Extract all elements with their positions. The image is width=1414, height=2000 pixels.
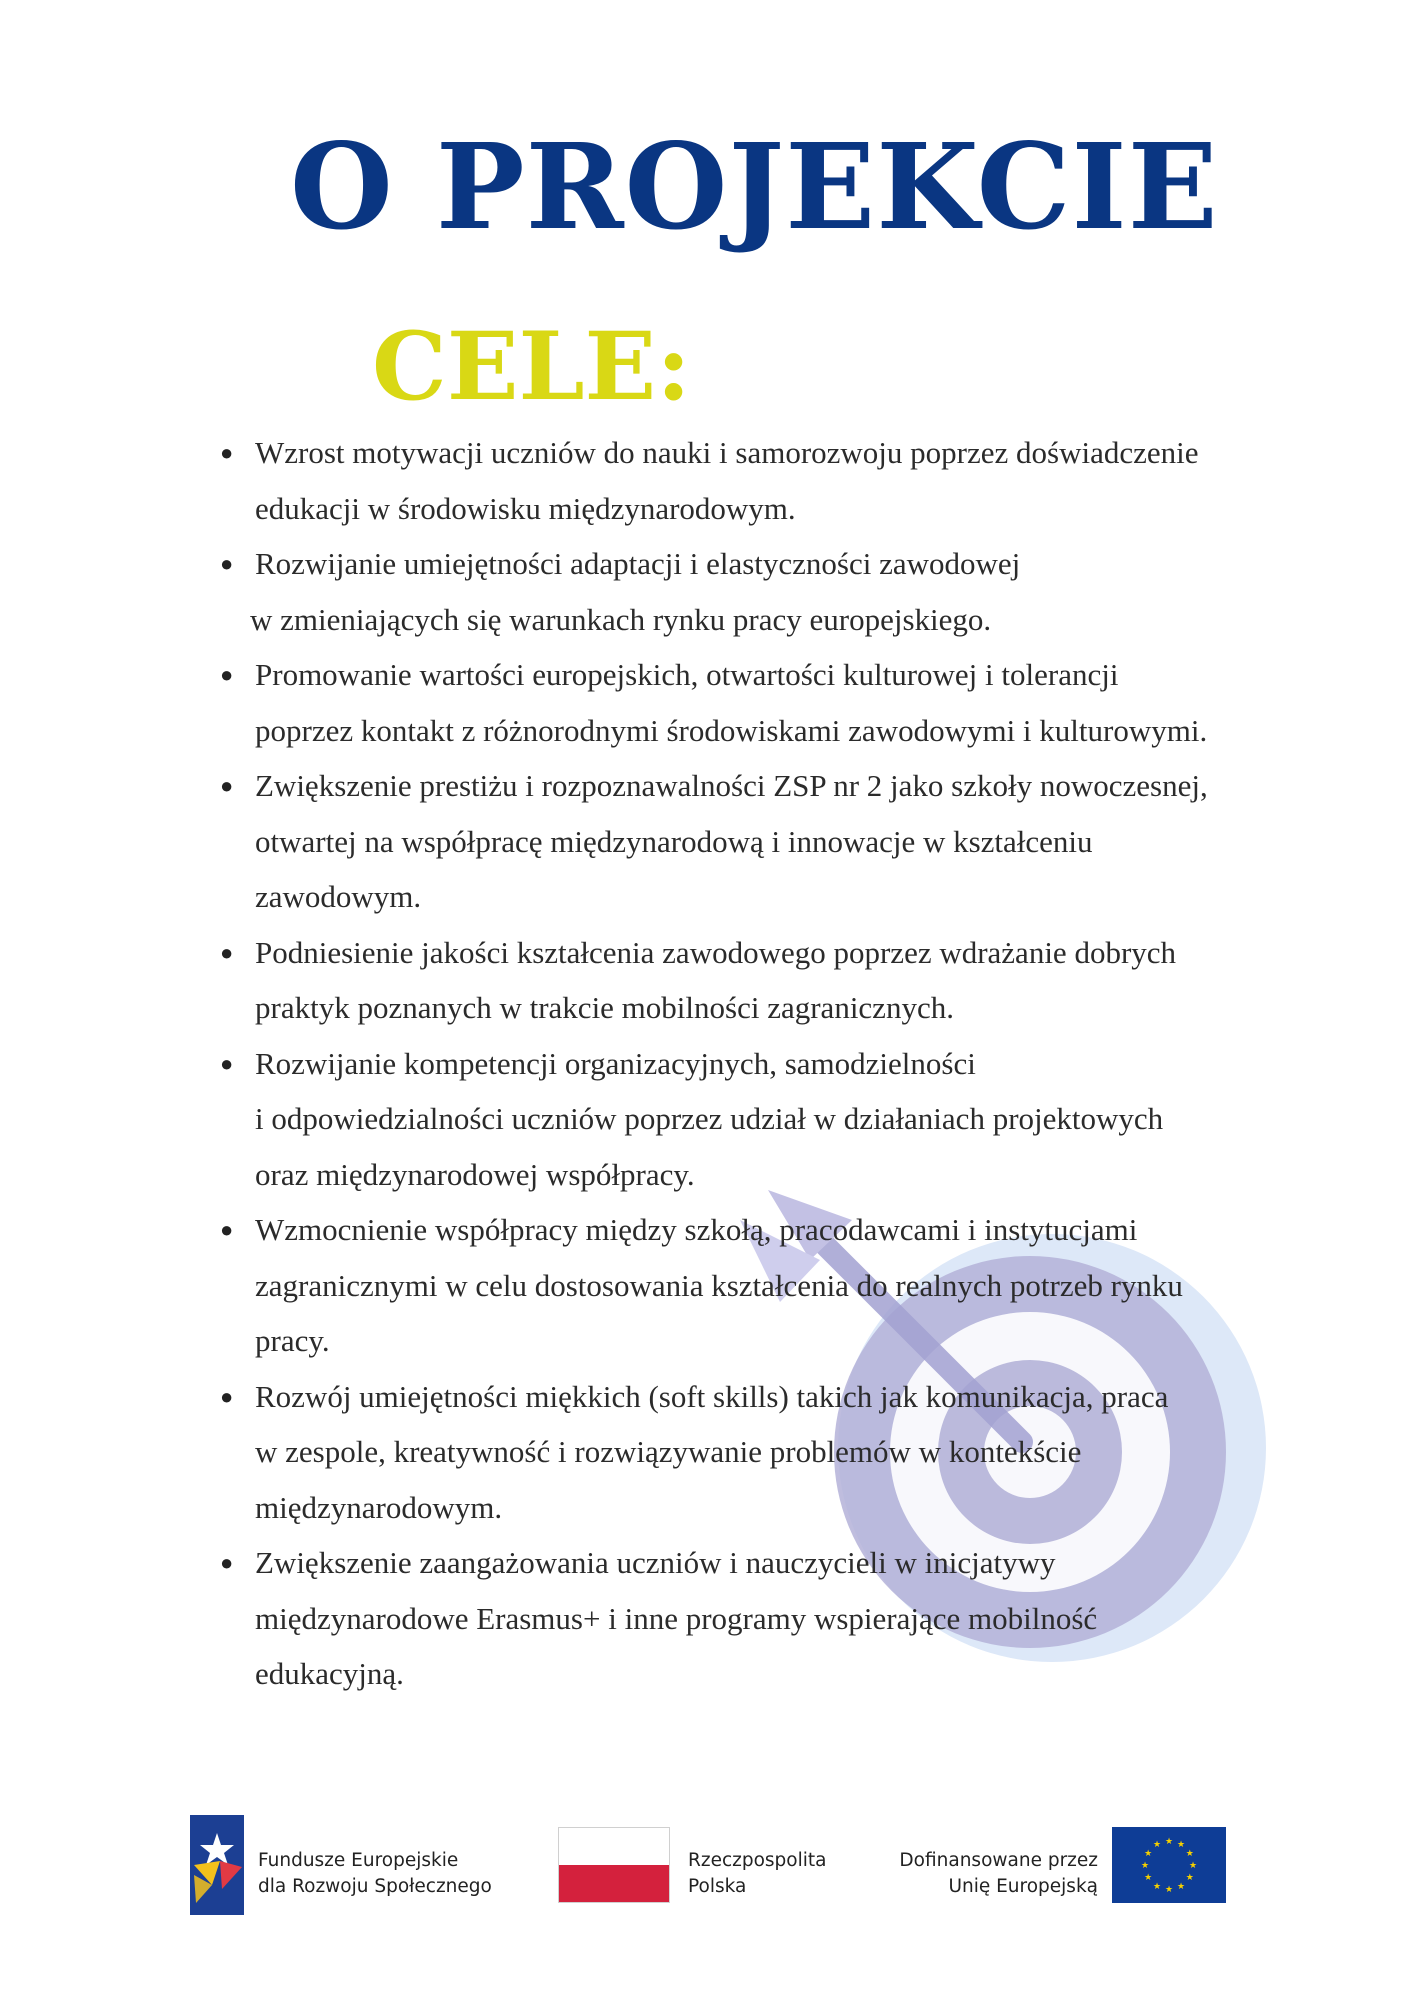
eu-logo-line: Unię Europejską: [948, 1876, 1098, 1897]
fe-logo-icon: [190, 1815, 244, 1915]
bullet-icon: ●: [220, 440, 234, 465]
list-item-line: poprzez kontakt z różnorodnymi środowiskami zawodowymi i kulturowymi.: [255, 712, 1208, 748]
eu-star-icon: ★: [1152, 1840, 1162, 1851]
eu-star-icon: ★: [1176, 1881, 1186, 1892]
bullet-icon: ●: [220, 551, 234, 576]
eu-star-icon: ★: [1144, 1849, 1153, 1859]
list-item-line: międzynarodowym.: [255, 1489, 503, 1525]
list-item-line: Rozwijanie umiejętności adaptacji i elastyczności zawodowej: [255, 546, 1021, 581]
section-heading: CELE:: [372, 312, 691, 422]
bullet-icon: ●: [220, 1550, 234, 1575]
page-title: O PROJEKCIE: [290, 117, 1219, 256]
list-item: [218, 647, 1338, 758]
eu-star-icon: ★: [1185, 1849, 1194, 1859]
eu-logo-text: [880, 1848, 1098, 1900]
list-item-line: Promowanie wartości europejskich, otwartości kulturowej i tolerancji: [255, 657, 1119, 692]
bullet-icon: ●: [220, 1383, 234, 1409]
pl-logo-line: Polska: [688, 1876, 747, 1897]
eu-star-icon: ★: [1164, 1837, 1174, 1847]
eu-star-icon: ★: [1176, 1840, 1186, 1851]
eu-logo-line: Dofinansowane przez: [899, 1850, 1098, 1871]
list-item: [218, 1369, 1338, 1536]
list-item-line: Rozwijanie kompetencji organizacyjnych, samodzielności: [255, 1045, 976, 1081]
eu-star-icon: ★: [1144, 1873, 1153, 1883]
list-item-line: otwartej na współpracę międzynarodową i innowacje w kształceniu: [255, 823, 1093, 859]
list-item-line: oraz międzynarodowej współpracy.: [255, 1156, 695, 1192]
list-item-line: praktyk poznanych w trakcie mobilności zagranicznych.: [255, 990, 954, 1025]
eu-flag-icon: [1112, 1827, 1226, 1903]
bullet-icon: ●: [220, 773, 234, 798]
fe-logo-line: Fundusze Europejskie: [258, 1850, 459, 1871]
list-item-line: Rozwój umiejętności miękkich (soft skills) takich jak komunikacja, praca: [255, 1378, 1169, 1414]
list-item-line: i odpowiedzialności uczniów poprzez udział w działaniach projektowych: [255, 1101, 1164, 1136]
list-item: [218, 1036, 1338, 1203]
list-item-line: edukacyjną.: [255, 1656, 404, 1691]
eu-star-icon: ★: [1185, 1873, 1194, 1883]
eu-star-icon: ★: [1140, 1861, 1150, 1871]
list-item: [218, 758, 1338, 925]
list-item: [218, 1202, 1338, 1369]
list-item-line: Zwiększenie prestiżu i rozpoznawalności ZSP nr 2 jako szkoły nowoczesnej,: [255, 768, 1208, 803]
list-item-line: zagranicznymi w celu dostosowania kształcenia do realnych potrzeb rynku: [255, 1267, 1183, 1303]
list-item: [218, 1535, 1338, 1702]
bullet-icon: ●: [220, 662, 234, 687]
bullet-icon: ●: [220, 1050, 234, 1076]
list-item-line: Podniesienie jakości kształcenia zawodowego poprzez wdrażanie dobrych: [255, 934, 1177, 970]
list-item-line: w zespole, kreatywność i rozwiązywanie problemów w kontekście: [255, 1434, 1082, 1469]
eu-star-icon: ★: [1152, 1881, 1162, 1892]
funding-logos-footer: [0, 1815, 1414, 1925]
list-item-line: zawodowym.: [255, 879, 422, 914]
list-item: [218, 536, 1338, 647]
list-item: [218, 925, 1338, 1036]
list-item-line: Wzmocnienie współpracy między szkołą, pracodawcami i instytucjami: [255, 1212, 1138, 1247]
list-item-line: Zwiększenie zaangażowania uczniów i nauczycieli w inicjatywy: [255, 1545, 1056, 1580]
list-item-line: w zmieniających się warunkach rynku pracy europejskiego.: [250, 601, 992, 637]
list-item-line: edukacji w środowisku międzynarodowym.: [255, 490, 796, 526]
eu-star-icon: ★: [1164, 1885, 1174, 1895]
list-item: [218, 425, 1338, 536]
list-item-line: pracy.: [255, 1323, 330, 1358]
eu-star-icon: ★: [1188, 1861, 1198, 1871]
fe-logo-line: dla Rozwoju Społecznego: [258, 1876, 492, 1897]
bullet-icon: ●: [220, 939, 234, 965]
pl-logo-line: Rzeczpospolita: [688, 1850, 827, 1871]
pl-logo-text: [688, 1848, 826, 1900]
bullet-icon: ●: [220, 1217, 234, 1242]
fe-logo-text: [258, 1848, 492, 1900]
goals-list: [218, 425, 1338, 1702]
pl-flag-icon: [558, 1827, 670, 1903]
list-item-line: międzynarodowe Erasmus+ i inne programy wspierające mobilność: [255, 1600, 1098, 1636]
list-item-line: Wzrost motywacji uczniów do nauki i samorozwoju poprzez doświadczenie: [255, 435, 1199, 470]
